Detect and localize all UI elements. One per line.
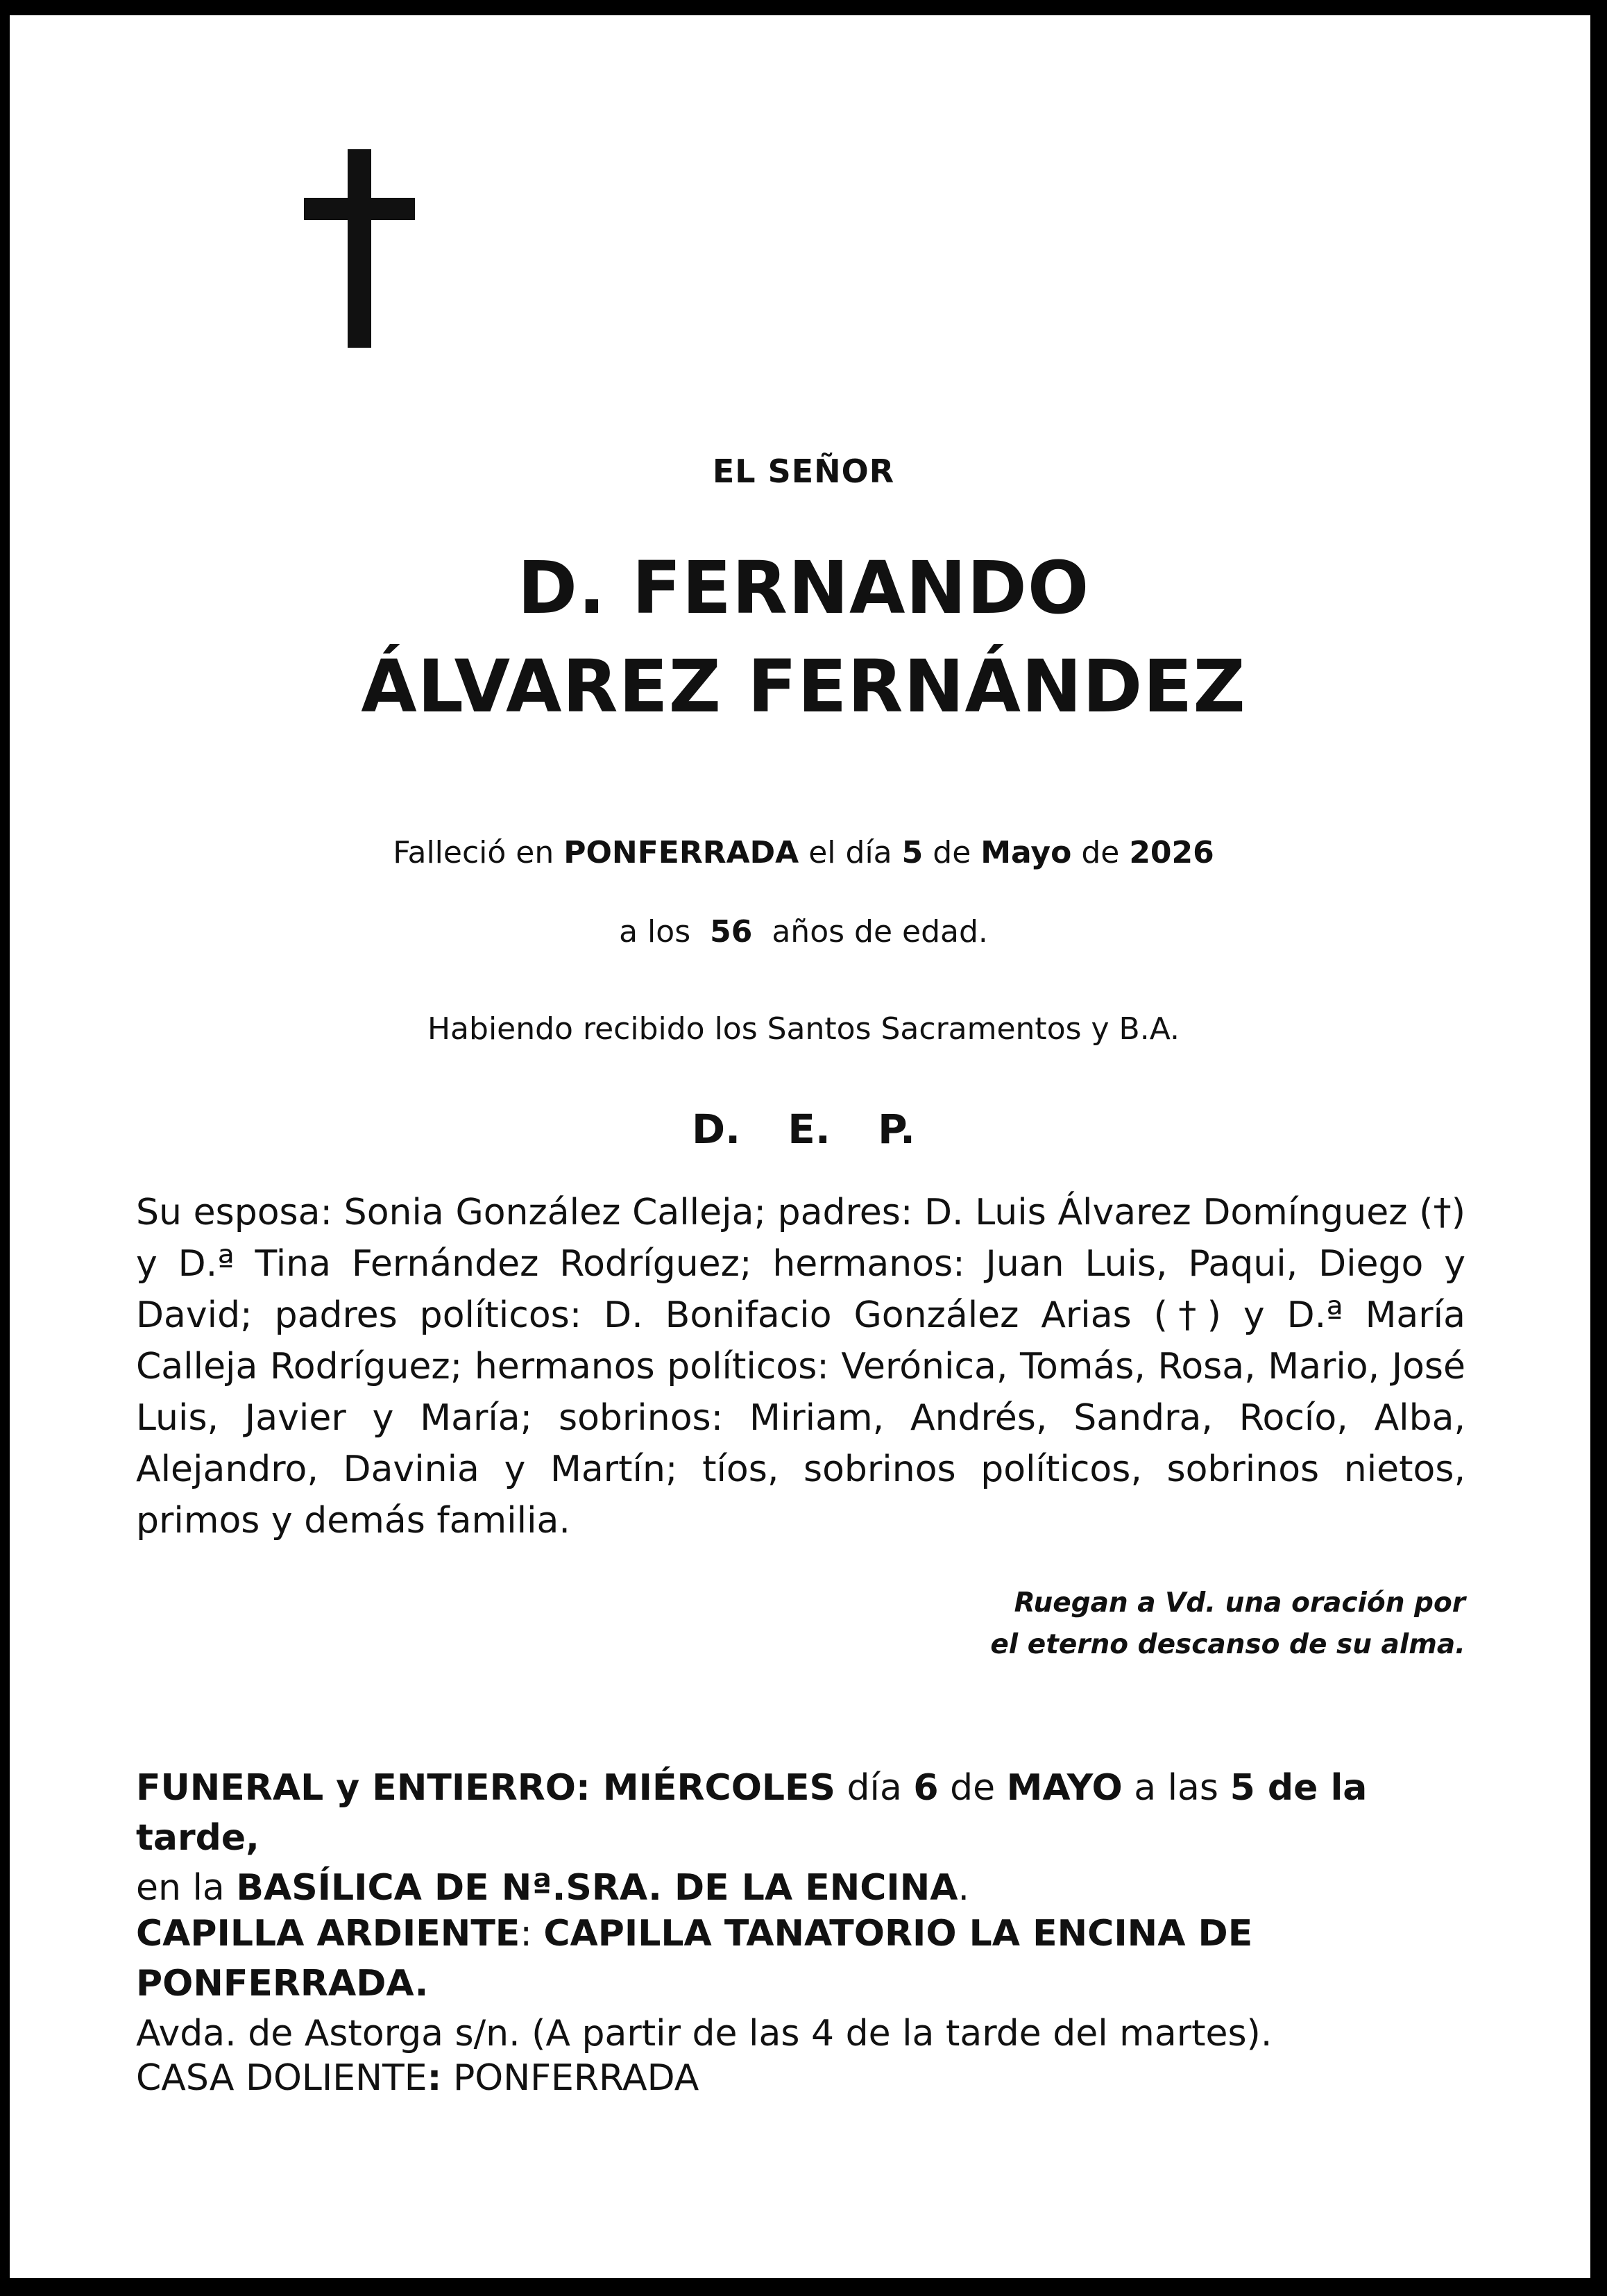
- deceased-name-line1: D. FERNANDO: [517, 546, 1090, 630]
- cross-icon: [304, 149, 415, 348]
- family-list: Su esposa: Sonia González Calleja; padres: D. Luis Álvarez Domínguez (†) y D.ª Tina Fernández Rodríguez; hermanos: Juan Luis, Paqui, Diego y David; padres políticos: D. Bonifacio González Arias (†) y D.ª María Calleja Rodríguez; hermanos políticos: Verónica, Tomás, Rosa, Mario, José Luis, Javier y María; sobrinos: Miriam, Andrés, Sandra, Rocío, Alba, Alejandro, Davinia y Martín; tíos, sobrinos políticos, sobrinos nietos, primos y demás familia.: [136, 1192, 1465, 1542]
- funeral-info: FUNERAL y ENTIERRO: MIÉRCOLES día 6 de MAYO a las 5 de la tarde, en la BASÍLICA DE Nª.SRA. DE LA ENCINA.: [136, 1767, 1368, 1909]
- prayer-request: Ruegan a Vd. una oración por el eterno descanso de su alma.: [990, 1587, 1465, 1660]
- deceased-name-line2: ÁLVAREZ FERNÁNDEZ: [361, 644, 1246, 729]
- age-info: a los 56 años de edad.: [619, 914, 988, 949]
- mourning-house: CASA DOLIENTE: PONFERRADA: [136, 2057, 699, 2099]
- death-info: Falleció en PONFERRADA el día 5 de Mayo de 2026: [393, 835, 1214, 870]
- sacraments-text: Habiendo recibido los Santos Sacramentos y B.A.: [427, 1011, 1180, 1047]
- chapel-info: CAPILLA ARDIENTE: CAPILLA TANATORIO LA ENCINA DE PONFERRADA. Avda. de Astorga s/n. (A partir de las 4 de la tarde del martes).: [136, 1913, 1273, 2054]
- dep-abbreviation: D. E. P.: [691, 1106, 916, 1153]
- heading: EL SEÑOR: [712, 453, 895, 490]
